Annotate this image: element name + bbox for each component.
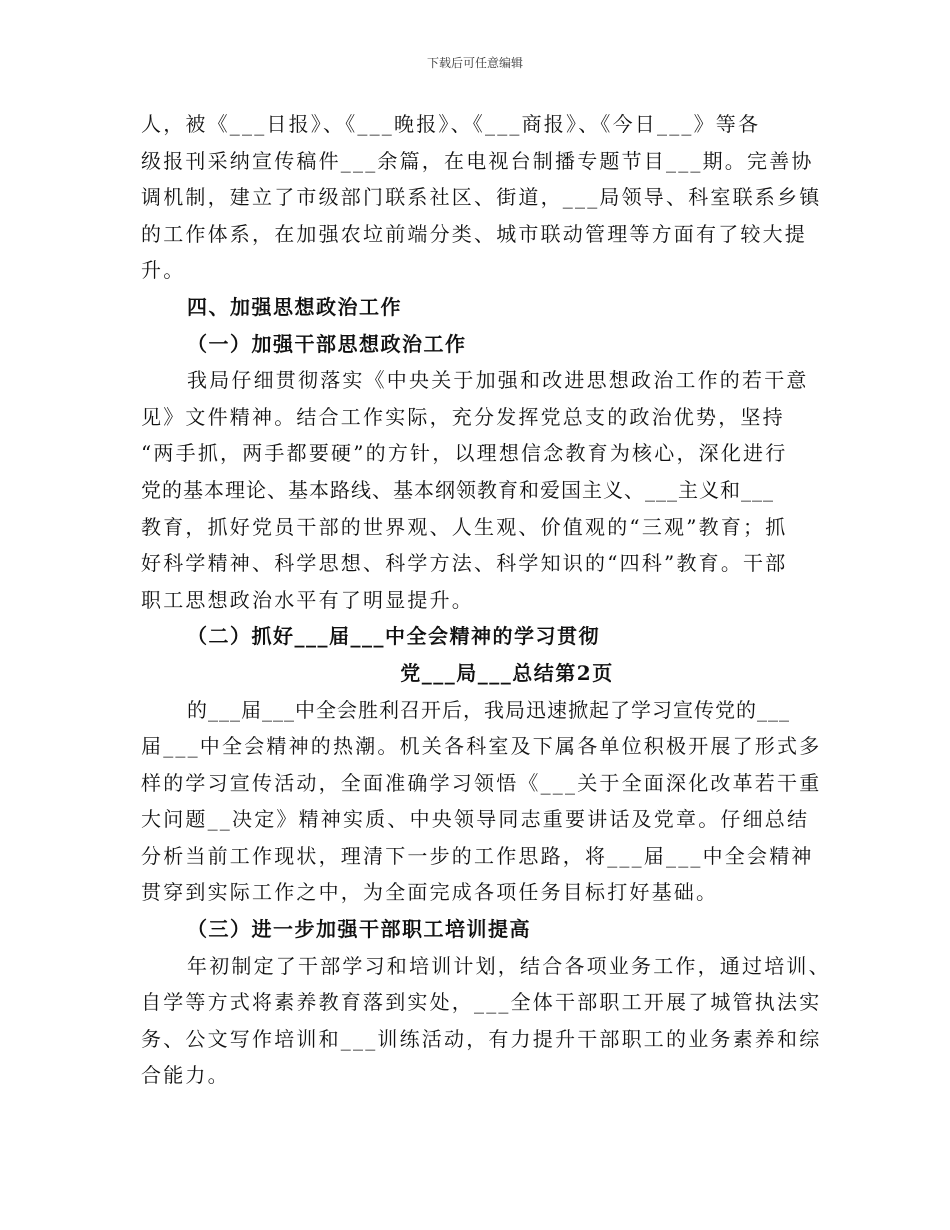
paragraph-line: 大问题__决定》精神实质、中央领导同志重要讲话及党章。仔细总结 <box>141 807 810 832</box>
page-header-note: 下载后可任意编辑 <box>426 56 523 70</box>
subsection-heading: （一）加强干部思想政治工作 <box>187 331 467 356</box>
paragraph-line: 职工思想政治水平有了明显提升。 <box>141 587 474 612</box>
page-marker-title: 党___局___总结第2页 <box>400 660 614 685</box>
paragraph-line: 人，被《___日报》、《___晚报》、《___商报》、《今日___》等各 <box>141 112 761 136</box>
paragraph-line: 好科学精神、科学思想、科学方法、科学知识的“四科”教育。干部 <box>141 551 788 576</box>
paragraph-line: 升。 <box>141 258 186 283</box>
paragraph-line: 党的基本理论、基本路线、基本纲领教育和爱国主义、___主义和___ <box>141 477 774 502</box>
subsection-heading: （二）抓好___届___中全会精神的学习贯彻 <box>187 624 600 649</box>
paragraph-line: 分析当前工作现状，理清下一步的工作思路，将___届___中全会精神 <box>141 843 814 868</box>
paragraph-line: 贯穿到实际工作之中，为全面完成各项任务目标打好基础。 <box>141 880 719 905</box>
paragraph-line: 调机制，建立了市级部门联系社区、街道，___局领导、科室联系乡镇 <box>141 185 822 210</box>
paragraph-line: 见》文件精神。结合工作实际，充分发挥党总支的政治优势，坚持 <box>141 404 785 429</box>
paragraph-line: 合能力。 <box>141 1063 230 1088</box>
paragraph-line: 自学等方式将素养教育落到实处，___全体干部职工开展了城管执法实 <box>141 990 822 1015</box>
paragraph-line: 务、公文写作培训和___训练活动，有力提升干部职工的业务素养和综 <box>141 1026 822 1051</box>
paragraph-line: 的工作体系，在加强农垃前端分类、城市联动管理等方面有了较大提 <box>141 221 807 246</box>
paragraph-line: 教育，抓好党员干部的世界观、人生观、价值观的“三观”教育；抓 <box>141 514 788 539</box>
paragraph-line: 届___中全会精神的热潮。机关各科室及下属各单位积极开展了形式多 <box>141 734 822 759</box>
paragraph-line: 级报刊采纳宣传稿件___余篇，在电视台制播专题节目___期。完善协 <box>141 148 814 173</box>
paragraph-line: “两手抓，两手都要硬”的方针，以理想信念教育为核心，深化进行 <box>141 441 788 466</box>
paragraph-line: 我局仔细贯彻落实《中央关于加强和改进思想政治工作的若干意 <box>187 368 809 393</box>
paragraph-line: 的___届___中全会胜利召开后，我局迅速掀起了学习宣传党的___ <box>187 697 790 722</box>
paragraph-line: 样的学习宣传活动，全面准确学习领悟《___关于全面深化改革若干重 <box>141 770 822 795</box>
paragraph-line: 年初制定了干部学习和培训计划，结合各项业务工作，通过培训、 <box>187 953 831 978</box>
section-heading: 四、加强思想政治工作 <box>187 294 402 319</box>
subsection-heading: （三）进一步加强干部职工培训提高 <box>187 917 531 942</box>
document-body <box>141 106 831 1094</box>
